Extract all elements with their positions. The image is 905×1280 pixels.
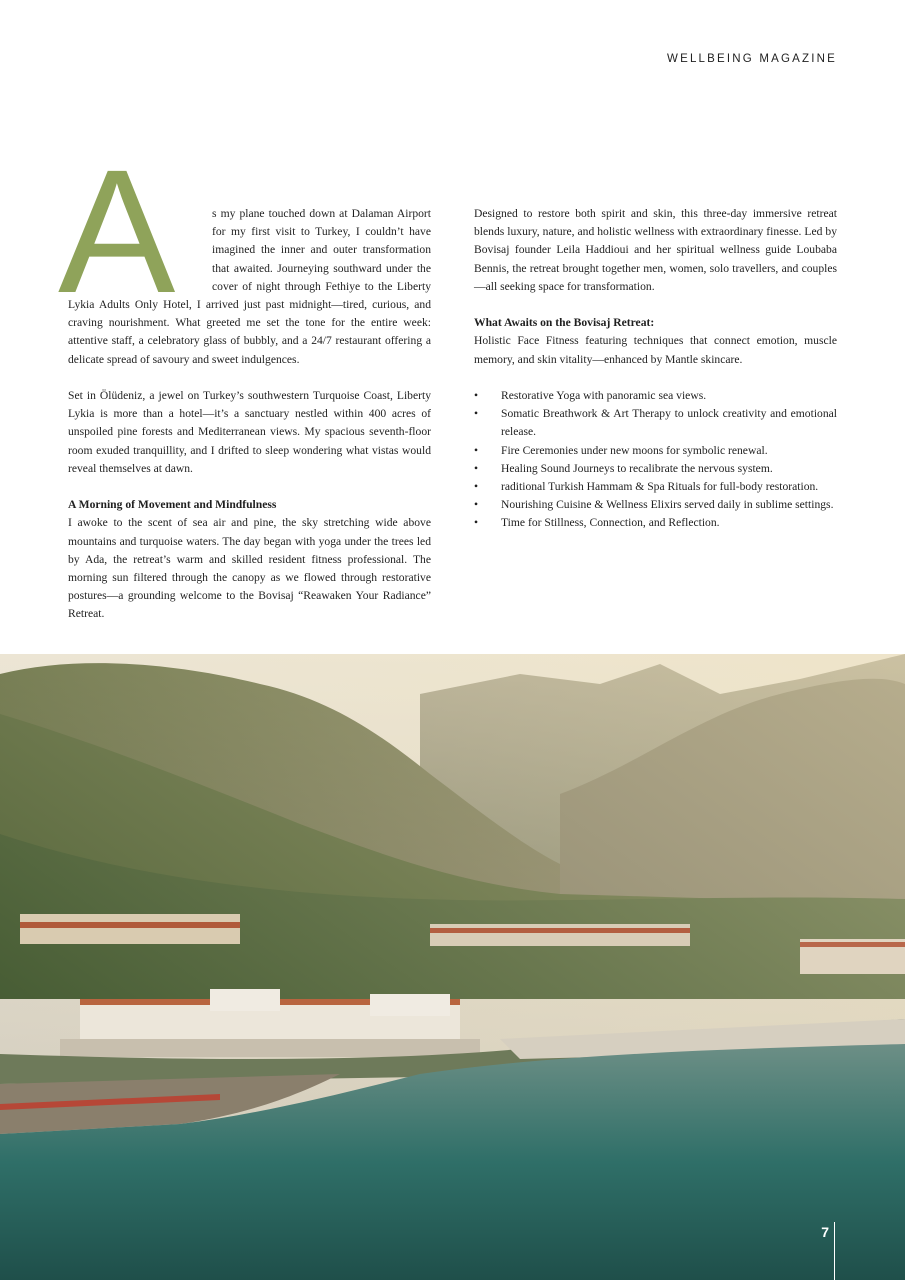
article-column-right <box>474 205 837 533</box>
paragraph-4: Designed to restore both spirit and skin, this three-day immersive retreat blends luxury, nature, and holistic wellness with extraordinary finesse. Led by Bovisaj founder Leila Haddioui and her spiritual wellness guide Loubaba Bennis, the retreat brought together men, women, solo travellers, and couples—all seeking space for transformation. <box>474 207 837 293</box>
page-number: 7 <box>821 1224 829 1240</box>
list-item: • Restorative Yoga with panoramic sea views. <box>474 387 837 405</box>
paragraph-5: Holistic Face Fitness featuring techniques that connect emotion, muscle memory, and skin vitality—enhanced by Mantle skincare. <box>474 334 837 366</box>
paragraph-3: I awoke to the scent of sea air and pine, the sky stretching wide above mountains and turquoise waters. The day began with yoga under the trees led by Ada, the retreat’s warm and skilled resident fitness professional. The morning sun filtered through the canopy as we flowed through restorative postures—a grounding welcome to the Bovisaj “Reawaken Your Radiance” Retreat. <box>68 516 431 621</box>
article-column-left <box>58 134 431 624</box>
list-item: • Somatic Breathwork & Art Therapy to unlock creativity and emotional release. <box>474 405 837 441</box>
magazine-name-header: WELLBEING MAGAZINE <box>667 53 837 65</box>
retreat-feature-list <box>474 387 837 533</box>
resort-aerial-photo <box>0 654 905 1280</box>
photo-illustration <box>0 654 905 1280</box>
intro-paragraph-text: s my plane touched down at Dalaman Airport for my first visit to Turkey, I couldn’t have imagined the inner and outer transformation that awaited. Journeying southward under the cover of night through Fethiye to the Liberty Lykia Adults Only Hotel, I arrived just past midnight—tired, curious, and craving nourishment. What greeted me set the tone for the entire week: attentive staff, a celebratory glass of bubbly, and a 24/7 restaurant offering a delicate spread of savoury and sweet indulgences. <box>68 207 431 366</box>
list-item: • raditional Turkish Hammam & Spa Rituals for full-body restoration. <box>474 478 837 496</box>
list-item: • Nourishing Cuisine & Wellness Elixirs served daily in sublime settings. <box>474 496 837 514</box>
subhead-morning-movement: A Morning of Movement and Mindfulness <box>68 498 277 512</box>
list-item: • Healing Sound Journeys to recalibrate the nervous system. <box>474 460 837 478</box>
drop-cap-letter: A <box>58 134 176 330</box>
list-item: • Fire Ceremonies under new moons for symbolic renewal. <box>474 442 837 460</box>
intro-paragraph <box>58 134 431 369</box>
list-item: • Time for Stillness, Connection, and Reflection. <box>474 514 837 532</box>
subhead-retreat: What Awaits on the Bovisaj Retreat: <box>474 316 655 330</box>
page-number-divider <box>834 1222 835 1280</box>
section-retreat <box>474 314 837 369</box>
section-morning <box>68 496 431 623</box>
paragraph-2: Set in Ölüdeniz, a jewel on Turkey’s southwestern Turquoise Coast, Liberty Lykia is more than a hotel—it’s a sanctuary nestled within 400 acres of unspoiled pine forests and Mediterranean views. My spacious seventh-floor room exuded tranquillity, and I drifted to sleep wondering what vistas would reveal themselves at dawn. <box>68 389 431 475</box>
